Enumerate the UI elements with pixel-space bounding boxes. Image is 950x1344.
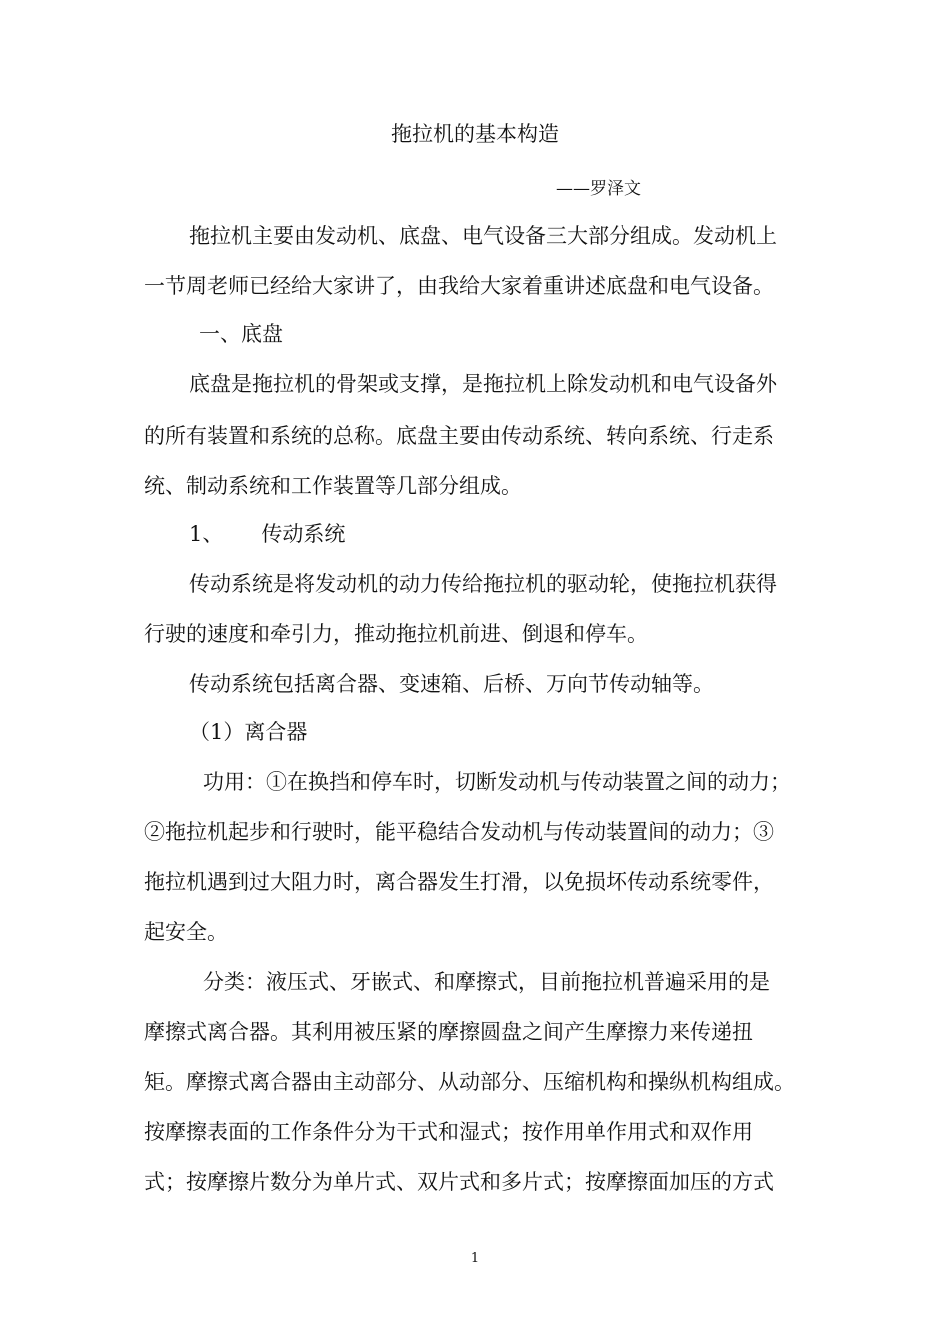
paragraph-line: 分类：液压式、牙嵌式、和摩擦式，目前拖拉机普遍采用的是 <box>203 970 770 994</box>
paragraph-line: 行驶的速度和牵引力，推动拖拉机前进、倒退和停车。 <box>144 622 648 646</box>
paragraph-line: 矩。摩擦式离合器由主动部分、从动部分、压缩机构和操纵机构组成。 <box>144 1070 795 1094</box>
paragraph-line: 的所有装置和系统的总称。底盘主要由传动系统、转向系统、行走系 <box>144 424 774 448</box>
paragraph-line: 一节周老师已经给大家讲了，由我给大家着重讲述底盘和电气设备。 <box>144 274 774 298</box>
subsection-title: 传动系统 <box>261 522 346 546</box>
document-author: ——罗泽文 <box>556 179 641 199</box>
document-title: 拖拉机的基本构造 <box>391 122 559 146</box>
paragraph-line: 式；按摩擦片数分为单片式、双片式和多片式；按摩擦面加压的方式 <box>144 1170 774 1194</box>
paragraph-line: 统、制动系统和工作装置等几部分组成。 <box>144 474 522 498</box>
section-heading: 一、底盘 <box>199 322 283 346</box>
subsection-number: 1、 <box>189 522 224 546</box>
paragraph-line: 底盘是拖拉机的骨架或支撑，是拖拉机上除发动机和电气设备外 <box>189 372 777 396</box>
page-number: 1 <box>470 1251 480 1266</box>
paragraph-line: 摩擦式离合器。其利用被压紧的摩擦圆盘之间产生摩擦力来传递扭 <box>144 1020 753 1044</box>
subsection-heading <box>189 518 345 550</box>
paragraph-line: 按摩擦表面的工作条件分为干式和湿式；按作用单作用式和双作用 <box>144 1120 753 1144</box>
paragraph-line: 传动系统包括离合器、变速箱、后桥、万向节传动轴等。 <box>189 672 714 696</box>
paragraph-line: 起安全。 <box>144 920 228 944</box>
item-heading: （1）离合器 <box>189 720 308 744</box>
paragraph-line: 传动系统是将发动机的动力传给拖拉机的驱动轮，使拖拉机获得 <box>189 572 777 596</box>
paragraph-line: 拖拉机遇到过大阻力时，离合器发生打滑，以免损坏传动系统零件， <box>144 870 774 894</box>
paragraph-line: 功用：①在换挡和停车时，切断发动机与传动装置之间的动力； <box>203 770 791 794</box>
paragraph-line: ②拖拉机起步和行驶时，能平稳结合发动机与传动装置间的动力；③ <box>144 820 774 844</box>
paragraph-line: 拖拉机主要由发动机、底盘、电气设备三大部分组成。发动机上 <box>189 224 777 248</box>
